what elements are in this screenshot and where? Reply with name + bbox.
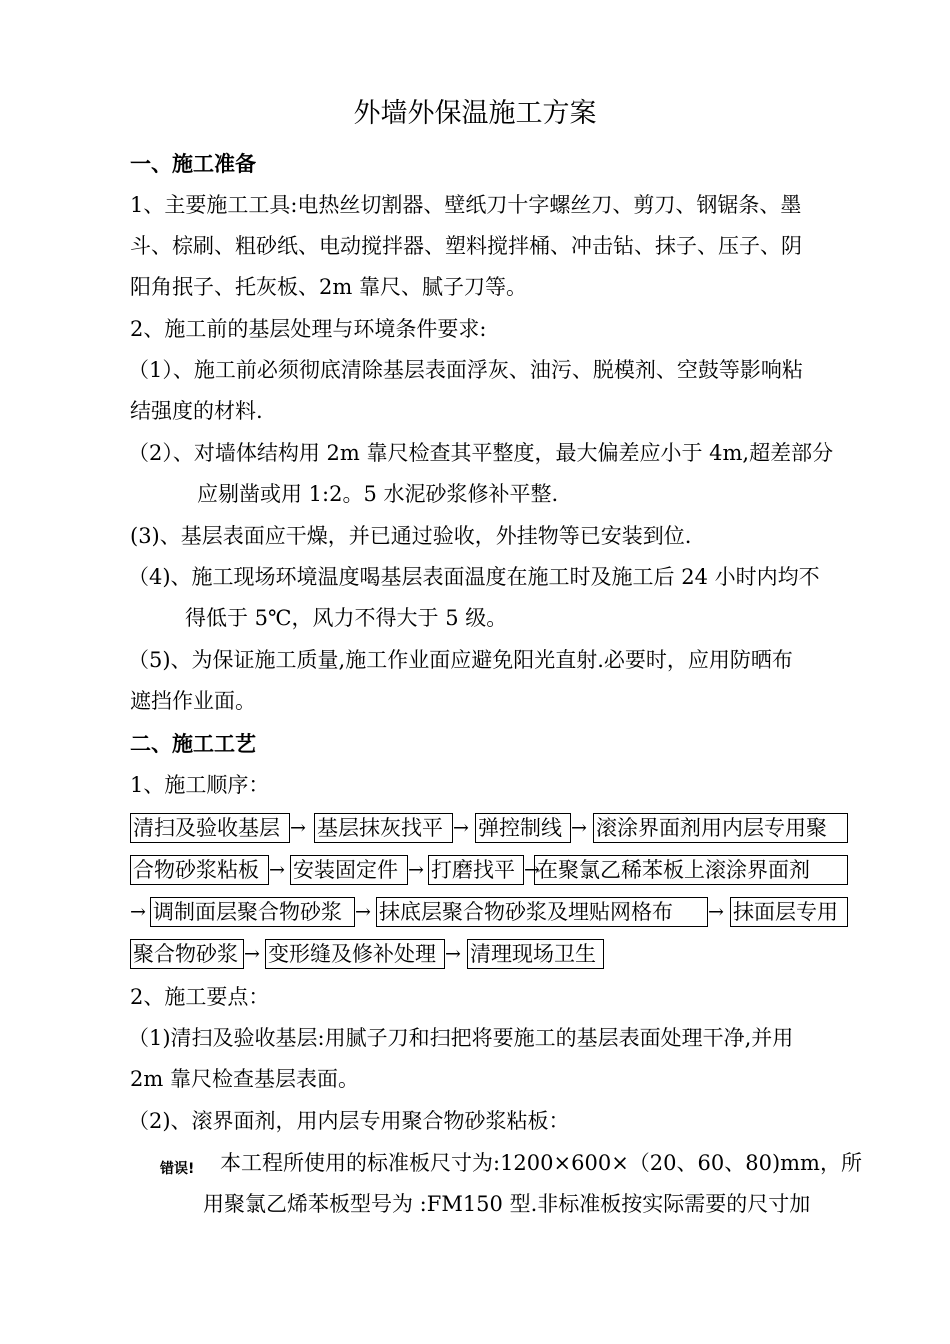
flow-arrow: → bbox=[571, 817, 587, 839]
flow-arrow: → bbox=[269, 859, 285, 881]
flow-arrow: → bbox=[355, 901, 371, 923]
subheading-sequence: 1、施工顺序： bbox=[130, 773, 270, 797]
section-heading-process: 二、施工工艺 bbox=[130, 732, 256, 756]
item-3: (3)、基层表面应干燥，并已通过验收，外挂物等已安装到位. bbox=[130, 524, 692, 548]
flow-step-box: 清扫及验收基层 bbox=[130, 813, 290, 843]
document-title: 外墙外保温施工方案 bbox=[353, 98, 597, 129]
flow-arrow: → bbox=[290, 817, 306, 839]
flow-step-box: 弹控制线 bbox=[475, 813, 571, 843]
item-4-line-1: （4)、施工现场环境温度喝基层表面温度在施工时及施工后 24 小时内均不 bbox=[128, 565, 820, 589]
item-5-line-1: （5)、为保证施工质量,施工作业面应避免阳光直射.必要时，应用防晒布 bbox=[128, 648, 793, 672]
flow-step-box: 抹底层聚合物砂浆及埋贴网格布 bbox=[376, 897, 708, 927]
flow-step-box: 合物砂浆粘板 bbox=[130, 855, 269, 885]
paragraph-tools-line-2: 斗、棕刷、粗砂纸、电动搅拌器、塑料搅拌桶、冲击钻、抹子、压子、阴 bbox=[130, 234, 802, 258]
key-point-3-line-1: 本工程所使用的标准板尺寸为:1200×600×（20、60、80)mm，所 bbox=[220, 1151, 862, 1175]
item-1-line-1: （1）、施工前必须彻底清除基层表面浮灰、油污、脱模剂、空鼓等影响粘 bbox=[128, 358, 803, 382]
flow-arrow: → bbox=[708, 901, 724, 923]
flow-step-box: 聚合物砂浆 bbox=[130, 939, 244, 969]
key-point-2: （2)、滚界面剂，用内层专用聚合物砂浆粘板： bbox=[128, 1109, 570, 1133]
key-point-3-line-2: 用聚氯乙烯苯板型号为 :FM150 型.非标准板按实际需要的尺寸加 bbox=[203, 1192, 811, 1216]
key-point-1-line-1: （1)清扫及验收基层:用腻子刀和扫把将要施工的基层表面处理干净,并用 bbox=[128, 1026, 794, 1050]
flow-arrow: → bbox=[445, 943, 461, 965]
flow-step-box: 调制面层聚合物砂浆 bbox=[150, 897, 355, 927]
item-4-line-2: 得低于 5℃，风力不得大于 5 级。 bbox=[185, 606, 508, 630]
flow-step-box: 清理现场卫生 bbox=[467, 939, 604, 969]
item-2-line-1: （2）、对墙体结构用 2m 靠尺检查其平整度，最大偏差应小于 4m,超差部分 bbox=[128, 441, 834, 465]
key-point-1-line-2: 2m 靠尺检查基层表面。 bbox=[130, 1067, 359, 1091]
flow-step-box: 安装固定件 bbox=[290, 855, 408, 885]
flow-step-box: 在聚氯乙稀苯板上滚涂界面剂 bbox=[534, 855, 848, 885]
flow-step-box: 滚涂界面剂用内层专用聚 bbox=[593, 813, 848, 843]
item-5-line-2: 遮挡作业面。 bbox=[130, 689, 256, 713]
flow-arrow: → bbox=[130, 901, 146, 923]
flow-arrow: → bbox=[453, 817, 469, 839]
section-heading-preparation: 一、施工准备 bbox=[130, 152, 256, 176]
flow-step-box: 抹面层专用 bbox=[730, 897, 848, 927]
flow-step-box: 打磨找平 bbox=[428, 855, 524, 885]
subheading-key-points: 2、施工要点： bbox=[130, 985, 270, 1009]
flow-arrow: → bbox=[524, 859, 540, 881]
error-marker: 错误! bbox=[160, 1161, 195, 1177]
item-2-line-2: 应剔凿或用 1:2。5 水泥砂浆修补平整. bbox=[197, 482, 559, 506]
paragraph-tools-line-3: 阳角抿子、托灰板、2m 靠尺、腻子刀等。 bbox=[130, 275, 527, 299]
flow-arrow: → bbox=[408, 859, 424, 881]
flow-step-box: 基层抹灰找平 bbox=[314, 813, 453, 843]
paragraph-tools-line-1: 1、主要施工工具:电热丝切割器、壁纸刀十字螺丝刀、剪刀、钢锯条、墨 bbox=[130, 193, 802, 217]
item-1-line-2: 结强度的材料. bbox=[130, 399, 263, 423]
paragraph-base-treatment: 2、施工前的基层处理与环境条件要求: bbox=[130, 317, 487, 341]
flow-arrow: → bbox=[244, 943, 260, 965]
flow-step-box: 变形缝及修补处理 bbox=[265, 939, 445, 969]
